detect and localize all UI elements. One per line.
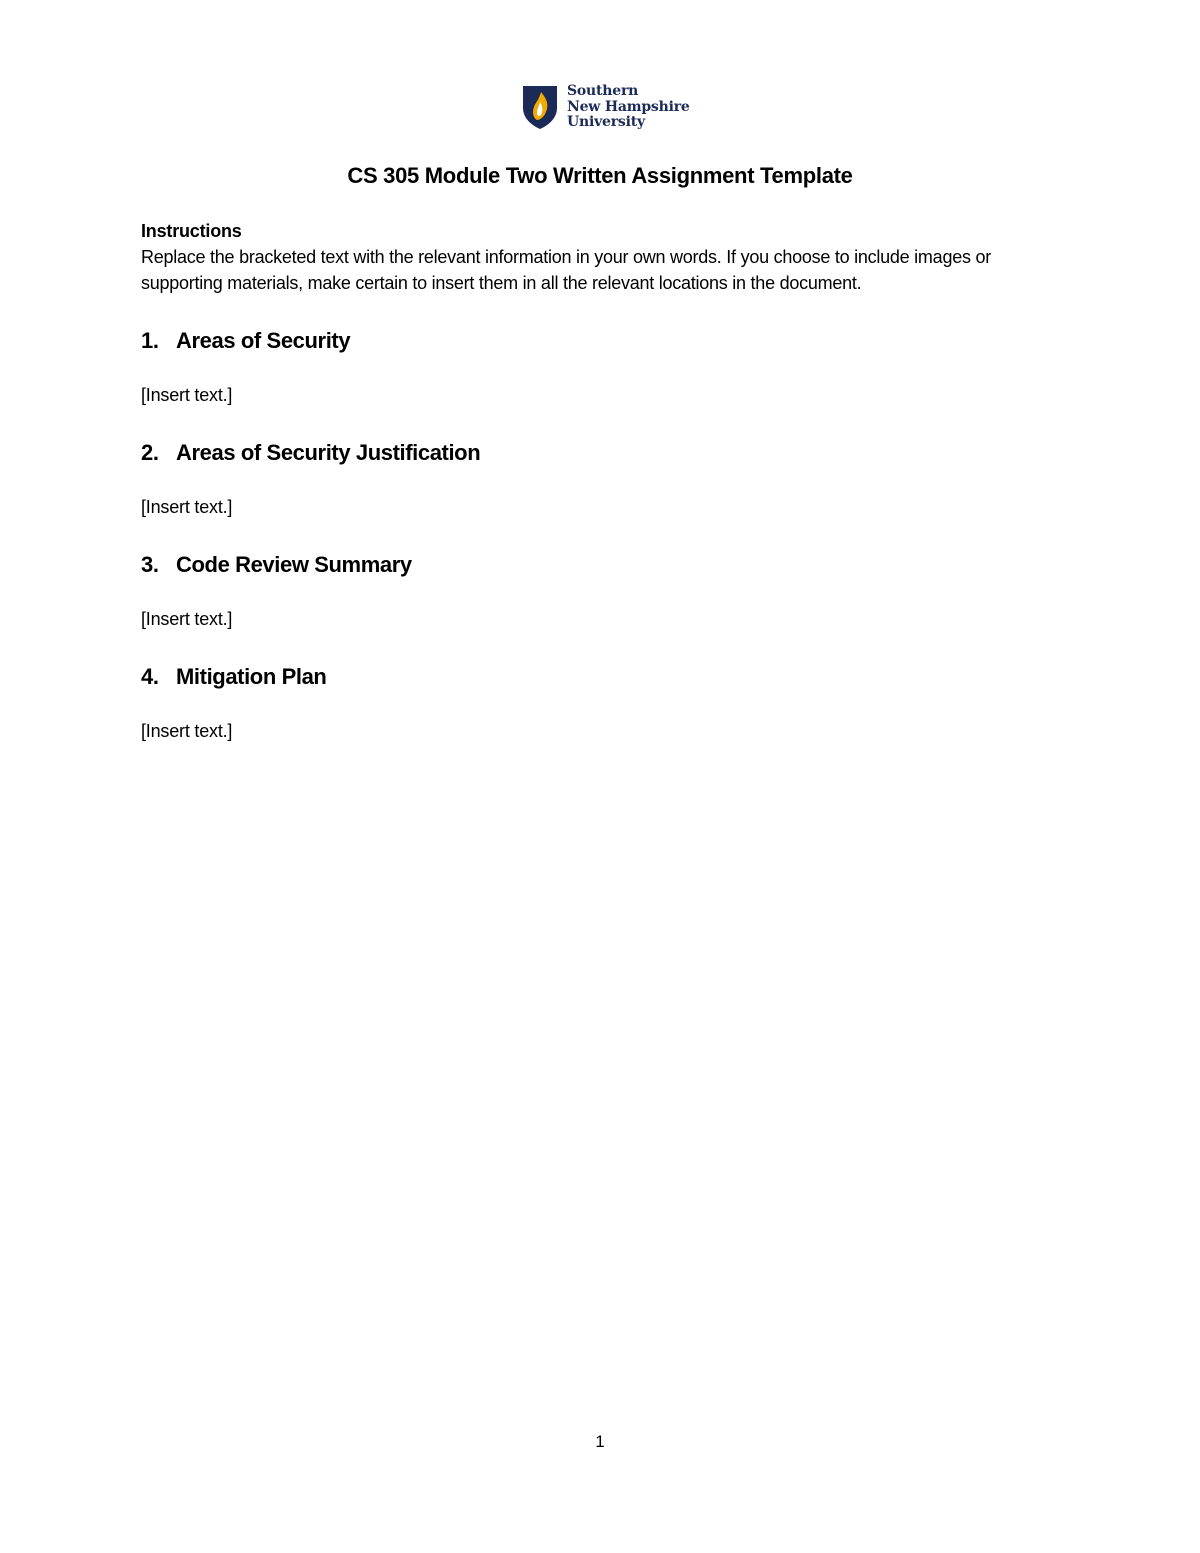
section-heading (141, 326, 1041, 356)
section-areas-of-security-justification (141, 438, 1041, 520)
instructions-heading: Instructions (141, 221, 242, 241)
document-content (141, 218, 1041, 744)
section-heading (141, 550, 1041, 580)
instructions-body: Replace the bracketed text with the relevant information in your own words. If you choose to include images or supporting materials, make certain to insert them in all the relevant locations in the document. (141, 247, 991, 293)
section-heading (141, 438, 1041, 468)
logo-line-3: University (567, 114, 645, 130)
section-title: Areas of Security (176, 328, 351, 353)
section-title: Code Review Summary (176, 552, 412, 577)
section-heading (141, 662, 1041, 692)
section-body-placeholder[interactable]: [Insert text.] (141, 609, 233, 629)
logo-line-2: New Hampshire (567, 98, 690, 115)
section-number: 2. (141, 440, 159, 465)
section-mitigation-plan (141, 662, 1041, 744)
section-title: Areas of Security Justification (176, 440, 481, 465)
section-title: Mitigation Plan (176, 664, 327, 689)
section-number: 4. (141, 664, 159, 689)
section-code-review-summary (141, 550, 1041, 632)
document-title: CS 305 Module Two Written Assignment Template (347, 163, 853, 188)
page-number: 1 (595, 1432, 605, 1451)
section-areas-of-security (141, 326, 1041, 408)
logo-wordmark (567, 84, 690, 131)
section-body-placeholder[interactable]: [Insert text.] (141, 497, 233, 517)
section-number: 1. (141, 328, 159, 353)
university-logo (521, 84, 691, 132)
shield-flame-icon (521, 84, 559, 130)
section-body-placeholder[interactable]: [Insert text.] (141, 385, 233, 405)
section-body-placeholder[interactable]: [Insert text.] (141, 721, 233, 741)
logo-line-1: Southern (567, 83, 639, 99)
section-number: 3. (141, 552, 159, 577)
